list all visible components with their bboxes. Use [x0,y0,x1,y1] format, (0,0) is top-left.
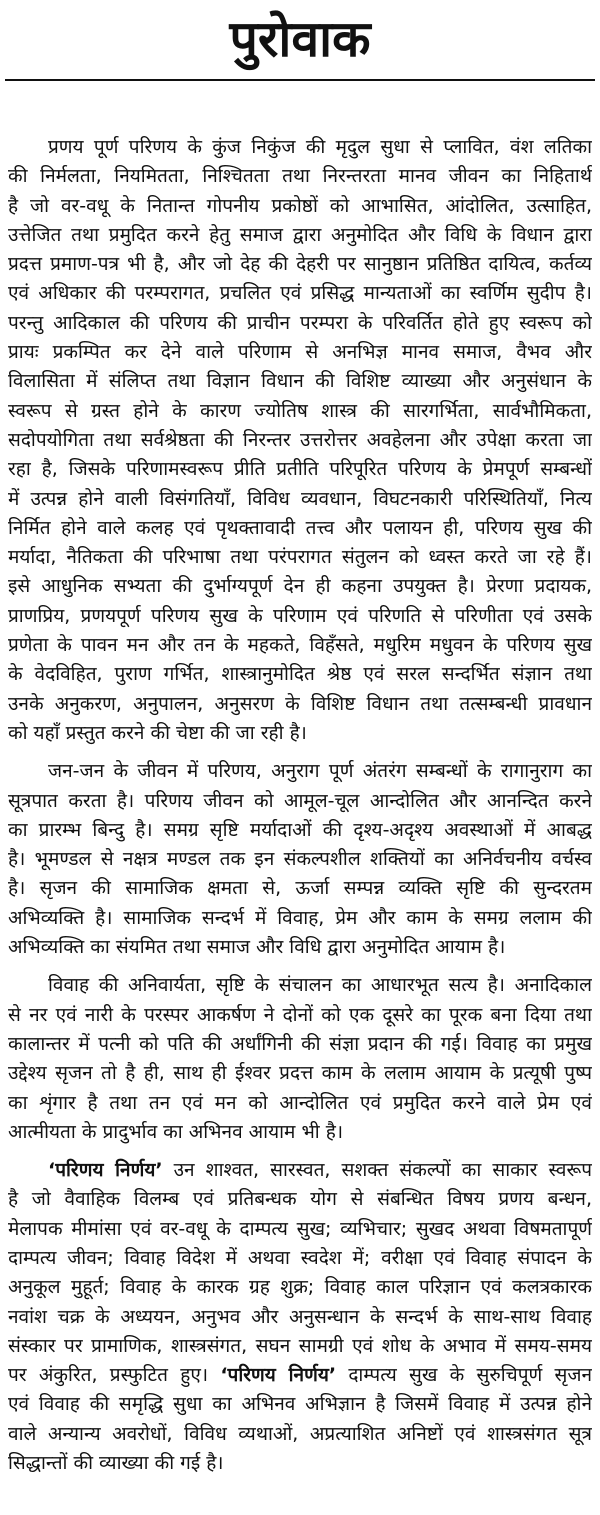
text-line: का शृंगार है तथा तन एवं मन को आन्दोलित एवं प्रमुदित करने वाले प्रेम एवं [8,1091,592,1114]
text-line: सिद्धान्तों की व्याख्या की गई है। [8,1452,224,1475]
text-line: सदोपयोगिता तथा सर्वश्रेष्ठता की निरन्तर उत्तरोत्तर अवहेलना और उपेक्षा करता जा [8,428,592,451]
document-body [8,133,592,1487]
text-line: अनुकूल मुहूर्त; विवाह के कारक ग्रह शुक्र; विवाह काल परिज्ञान एवं कलत्रकारक [8,1276,592,1299]
text-line: प्राणप्रिय, प्रणयपूर्ण परिणय सुख के परिणाम एवं परिणति से परिणीता एवं उसके [8,604,592,627]
text-line: प्रदत्त प्रमाण-पत्र भी है, और जो देह की देहरी पर सानुष्ठान प्रतिष्ठित दायित्व, कर्तव्य [8,253,592,276]
text-line: उत्तेजित तथा प्रमुदित करने हेतु समाज द्वारा अनुमोदित और विधि के विधान द्वारा [8,223,592,246]
book-title-emphasis: ‘परिणय निर्णय’ [220,1364,337,1387]
text-line: सूत्रपात करता है। परिणय जीवन को आमूल-चूल आन्दोलित और आनन्दित करने [8,789,592,812]
text-line: की निर्मलता, नियमितता, निश्चितता तथा निरन्तरता मानव जीवन का निहितार्थ [8,165,592,188]
text-line: अभिव्यक्ति है। सामाजिक सन्दर्भ में विवाह, प्रेम और काम के समग्र ललाम की [8,906,592,929]
text-line: विलासिता में संलिप्त तथा विज्ञान विधान की विशिष्ट व्याख्या और अनुसंधान के [8,370,592,393]
text-line: दाम्पत्य जीवन; विवाह विदेश में अथवा स्वदेश में; वरीक्षा एवं विवाह संपादन के [8,1246,592,1269]
text-line: का प्रारम्भ बिन्दु है। समग्र सृष्टि मर्यादाओं की दृश्य-अदृश्य अवस्थाओं में आबद्ध [8,818,592,841]
text-line: है जो वर-वधू के नितान्त गोपनीय प्रकोष्ठों को आभासित, आंदोलित, उत्साहित, [8,194,592,217]
text-line: प्रणेता के पावन मन और तन के महकते, विहँसते, मधुरिम मधुवन के परिणय सुख [8,634,592,657]
page-title: पुरोवाक [229,10,371,68]
paragraph [8,1156,592,1478]
text-segment: उन शाश्वत, सारस्वत, सशक्त संकल्पों का साकार स्वरूप [162,1159,592,1182]
text-line: नवांश चक्र के अध्ययन, अनुभव और अनुसन्धान के सन्दर्भ के साथ-साथ विवाह [8,1305,592,1328]
text-line: विवाह की अनिवार्यता, सृष्टि के संचालन का आधारभूत सत्य है। अनादिकाल [48,974,592,997]
book-title-emphasis: ‘परिणय निर्णय’ [48,1159,163,1182]
text-line: मेलापक मीमांसा एवं वर-वधू के दाम्पत्य सुख; व्यभिचार; सुखद अथवा विषमतापूर्ण [8,1217,592,1240]
text-line: है। सृजन की सामाजिक क्षमता से, ऊर्जा सम्पन्न व्यक्ति सृष्टि की सुन्दरतम [8,877,592,900]
text-line: है जो वैवाहिक विलम्ब एवं प्रतिबन्धक योग से संबन्धित विषय प्रणय बन्धन, [8,1188,592,1211]
text-line: संस्कार पर प्रामाणिक, शास्त्रसंगत, सघन सामग्री एवं शोध के अभाव में समय-समय [8,1334,592,1357]
text-line: रहा है, जिसके परिणामस्वरूप प्रीति प्रतीति परिपूरित परिणय के प्रेमपूर्ण सम्बन्धों [8,458,592,481]
text-line: इसे आधुनिक सभ्यता की दुर्भाग्यपूर्ण देन ही कहना उपयुक्त है। प्रेरणा प्रदायक, [8,575,592,598]
paragraph [8,757,592,962]
text-line: को यहाँ प्रस्तुत करने की चेष्टा की जा रही है। [8,721,307,744]
text-line: वाले अन्यान्य अवरोधों, विविध व्यथाओं, अप्रत्याशित अनिष्टों एवं शास्त्रसंगत सूत्र [8,1422,592,1445]
text-segment: पर अंकुरित, प्रस्फुटित हुए। [8,1364,221,1387]
text-line: जन-जन के जीवन में परिणय, अनुराग पूर्ण अंतरंग सम्बन्धों के रागानुराग का [48,760,592,783]
text-line: परन्तु आदिकाल की परिणय की प्राचीन परम्परा के परिवर्तित होते हुए स्वरूप को [8,311,592,334]
text-line: उनके अनुकरण, अनुपालन, अनुसरण के विशिष्ट विधान तथा तत्सम्बन्धी प्रावधान [8,692,592,715]
text-line: एवं अधिकार की परम्परागत, प्रचलित एवं प्रसिद्ध मान्यताओं का स्वर्णिम सुदीप है। [8,282,592,305]
text-line [8,1361,592,1390]
text-line: एवं विवाह की समृद्धि सुधा का अभिनव अभिज्ञान है जिसमें विवाह में उत्पन्न होने [8,1393,592,1416]
text-line: प्रायः प्रकम्पित कर देने वाले परिणाम से अनभिज्ञ मानव समाज, वैभव और [8,341,592,364]
text-segment: दाम्पत्य सुख के सुरुचिपूर्ण सृजन [336,1364,592,1387]
text-line: अभिव्यक्ति का संयमित तथा समाज और विधि द्वारा अनुमोदित आयाम है। [8,936,506,959]
text-line: कालान्तर में पत्नी को पति की अर्धांगिनी की संज्ञा प्रदान की गई। विवाह का प्रमुख [8,1032,592,1055]
text-line: प्रणय पूर्ण परिणय के कुंज निकुंज की मृदुल सुधा से प्लावित, वंश लतिका [48,136,592,158]
paragraph [8,971,592,1147]
text-line: निर्मित होने वाले कलह एवं पृथक्तावादी तत्त्व और पलायन ही, परिणय सुख की [8,516,592,539]
title-divider [5,79,595,81]
text-line: है। भूमण्डल से नक्षत्र मण्डल तक इन संकल्पशील शक्तियों का अनिर्वचनीय वर्चस्व [8,848,592,871]
text-line: मर्यादा, नैतिकता की परिभाषा तथा परंपरागत संतुलन को ध्वस्त करते जा रहे हैं। [8,546,592,569]
text-line: से नर एवं नारी के परस्पर आकर्षण ने दोनों को एक दूसरे का पूरक बना दिया तथा [8,1003,592,1026]
text-line: उद्देश्य सृजन तो है ही, साथ ही ईश्वर प्रदत्त काम के ललाम आयाम के प्रत्यूषी पुष्प [8,1062,592,1085]
text-line: में उत्पन्न होने वाली विसंगतियाँ, विविध व्यवधान, विघटनकारी परिस्थितियाँ, नित्य [8,487,592,510]
text-line: आत्मीयता के प्रादुर्भाव का अभिनव आयाम भी है। [8,1120,344,1143]
text-line: स्वरूप से ग्रस्त होने के कारण ज्योतिष शास्त्र की सारगर्भिता, सार्वभौमिकता, [8,399,592,422]
text-line [8,1156,592,1185]
text-line: के वेदविहित, पुराण गर्भित, शास्त्रानुमोदित श्रेष्ठ एवं सरल सन्दर्भित संज्ञान तथा [8,663,592,686]
paragraph [8,133,592,748]
